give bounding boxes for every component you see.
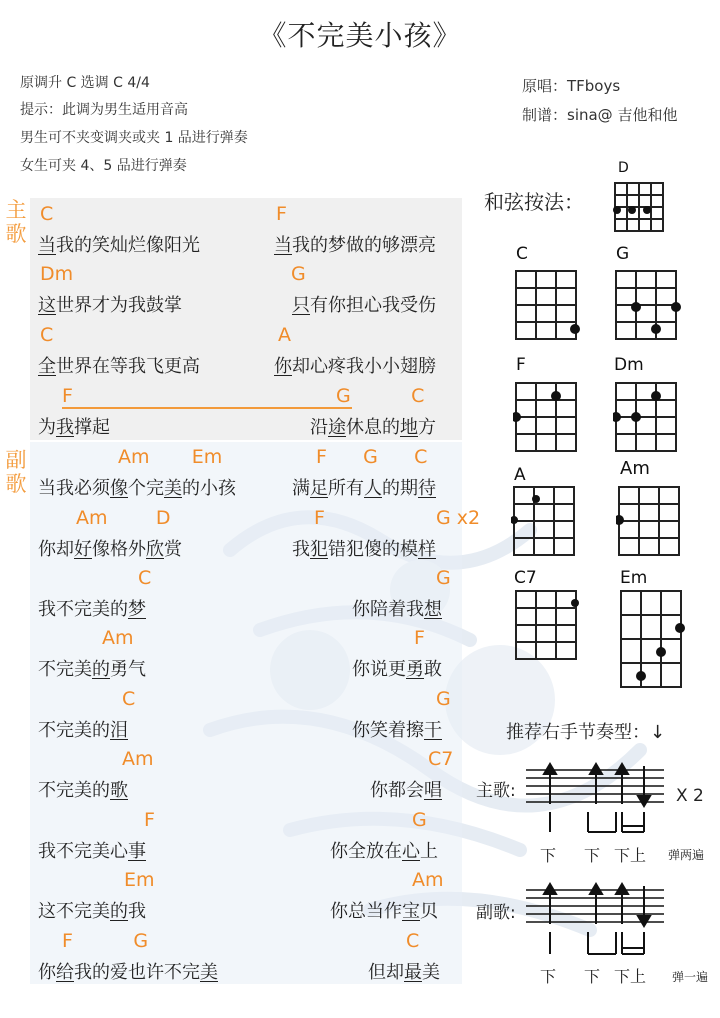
chord-line-6-right: F [314, 507, 325, 529]
lyric-line-12-right: 你总当作宝贝 [330, 901, 438, 922]
chord-name-c7: C7 [514, 568, 537, 588]
lyric-line-13-right: 但却最美 [368, 962, 440, 983]
chord-name-em: Em [620, 568, 648, 588]
chord-repeat-marker: G x2 [436, 507, 481, 529]
chord-line-2-right: G [291, 263, 306, 285]
lyric-line-13-left: 你给我的爱也许不完美 [38, 962, 218, 983]
chord-diagram-g [613, 268, 683, 342]
chord-diagram-a [511, 484, 581, 558]
chord-line-10-left: Am [122, 748, 154, 770]
lyric-line-10-right: 你都会唱 [370, 780, 442, 801]
lyric-line-4-left: 为我撑起 [38, 417, 110, 438]
chord-name-d: D [618, 160, 629, 176]
chord-line-6-left: Am D [76, 507, 171, 529]
lyric-line-11-right: 你全放在心上 [330, 841, 438, 862]
chord-line-9-right: G [436, 688, 451, 710]
chord-diagram-d [612, 180, 668, 236]
chorus-rhythm-label: 副歌: [476, 903, 516, 923]
lyric-line-6-right: 我犯错犯傻的模样 [292, 539, 436, 560]
chord-line-8-right: F [414, 627, 425, 649]
lyric-line-8-right: 你说更勇敢 [352, 659, 442, 680]
arranger-credit: 制谱：sina@ 吉他和他 [522, 106, 678, 124]
chord-line-13-right: C [406, 930, 420, 952]
lyric-line-10-left: 不完美的歌 [38, 780, 128, 801]
lyric-line-1-left: 当我的笑灿烂像阳光 [38, 235, 200, 256]
chord-name-g: G [616, 244, 630, 264]
lyric-line-7-left: 我不完美的梦 [38, 599, 146, 620]
chord-line-2-left: Dm [40, 263, 74, 285]
lyric-line-5-left: 当我必须像个完美的小孩 [38, 478, 236, 499]
lyric-line-6-left: 你却好像格外欣赏 [38, 539, 182, 560]
chord-name-c: C [516, 244, 528, 264]
lyric-line-2-right: 只有你担心我受伤 [292, 295, 436, 316]
chord-diagram-em [618, 588, 690, 692]
lyric-line-3-left: 全世界在等我飞更高 [38, 356, 200, 377]
sustain-line [62, 407, 352, 409]
song-title: 《不完美小孩》 [258, 19, 462, 52]
chord-line-11-right: G [412, 809, 427, 831]
lyric-line-11-left: 我不完美心事 [38, 841, 146, 862]
tip-line-2: 男生可不夹变调夹或夹 1 品进行弹奏 [20, 130, 248, 146]
chord-diagram-f [513, 380, 583, 454]
key-info: 原调升 C 选调 C 4/4 [20, 75, 150, 91]
tip-line-1: 提示：此调为男生适用音高 [20, 102, 188, 118]
chord-diagram-dm [613, 380, 683, 454]
chord-line-11-left: F [144, 809, 155, 831]
chord-line-12-left: Em [124, 869, 155, 891]
lyric-line-3-right: 你却心疼我小小翅膀 [274, 356, 436, 377]
chord-diagram-c [513, 268, 583, 342]
verse-rhythm-label: 主歌: [476, 781, 516, 801]
lyric-line-9-right: 你笑着擦干 [352, 720, 442, 741]
verse-stroke-1: 下 [540, 846, 557, 865]
lyric-line-8-left: 不完美的勇气 [38, 659, 146, 680]
chord-line-13-left: F G [62, 930, 149, 952]
chord-line-7-left: C [138, 567, 152, 589]
chord-line-1-left: C [40, 203, 54, 225]
chord-line-4-left: F [62, 385, 73, 407]
singer-credit: 原唱：TFboys [522, 77, 621, 95]
chord-line-7-right: G [436, 567, 451, 589]
tip-line-3: 女生可夹 4、5 品进行弹奏 [20, 158, 187, 174]
verse-repeat: X 2 [676, 786, 704, 806]
chord-diagrams-heading: 和弦按法： [484, 190, 584, 214]
lyric-line-9-left: 不完美的泪 [38, 720, 128, 741]
lyric-line-2-left: 这世界才为我鼓掌 [38, 295, 182, 316]
chord-line-8-left: Am [102, 627, 134, 649]
chorus-rhythm-staff [524, 880, 666, 958]
chord-line-9-left: C [122, 688, 136, 710]
lyric-line-7-right: 你陪着我想 [352, 599, 442, 620]
verse-stroke-3: 下上 [614, 846, 647, 865]
chord-line-5-right: F G C [316, 446, 428, 468]
verse-rhythm-note: 弹两遍 [668, 848, 705, 862]
chorus-rhythm-note: 弹一遍 [672, 970, 709, 984]
lyric-line-12-left: 这不完美的我 [38, 901, 146, 922]
chorus-section-label: 副歌 [5, 448, 27, 496]
chord-name-dm: Dm [614, 355, 644, 375]
chord-line-4-right: G C [336, 385, 425, 407]
lyric-line-1-right: 当我的梦做的够漂亮 [274, 235, 436, 256]
chorus-stroke-2: 下 [584, 967, 601, 986]
chord-line-3-left: C [40, 324, 54, 346]
chord-name-a: A [514, 465, 526, 485]
verse-section-label: 主歌 [5, 198, 27, 246]
verse-stroke-2: 下 [584, 846, 601, 865]
chord-name-am: Am [620, 458, 650, 479]
chord-line-3-right: A [278, 324, 291, 346]
rhythm-heading: 推荐右手节奏型：↓ [506, 722, 666, 743]
chord-diagram-am [616, 484, 686, 558]
chord-line-12-right: Am [412, 869, 444, 891]
chorus-stroke-3: 下上 [614, 967, 647, 986]
chord-name-f: F [516, 355, 526, 375]
chord-diagram-c7 [513, 588, 583, 662]
chord-line-1-right: F [276, 203, 287, 225]
chord-line-10-right: C7 [428, 748, 454, 770]
lyric-line-4-right: 沿途休息的地方 [310, 417, 436, 438]
chord-line-5-left: Am Em [118, 446, 223, 468]
verse-rhythm-staff [524, 760, 666, 836]
chorus-stroke-1: 下 [540, 967, 557, 986]
lyric-line-5-right: 满足所有人的期待 [292, 478, 436, 499]
